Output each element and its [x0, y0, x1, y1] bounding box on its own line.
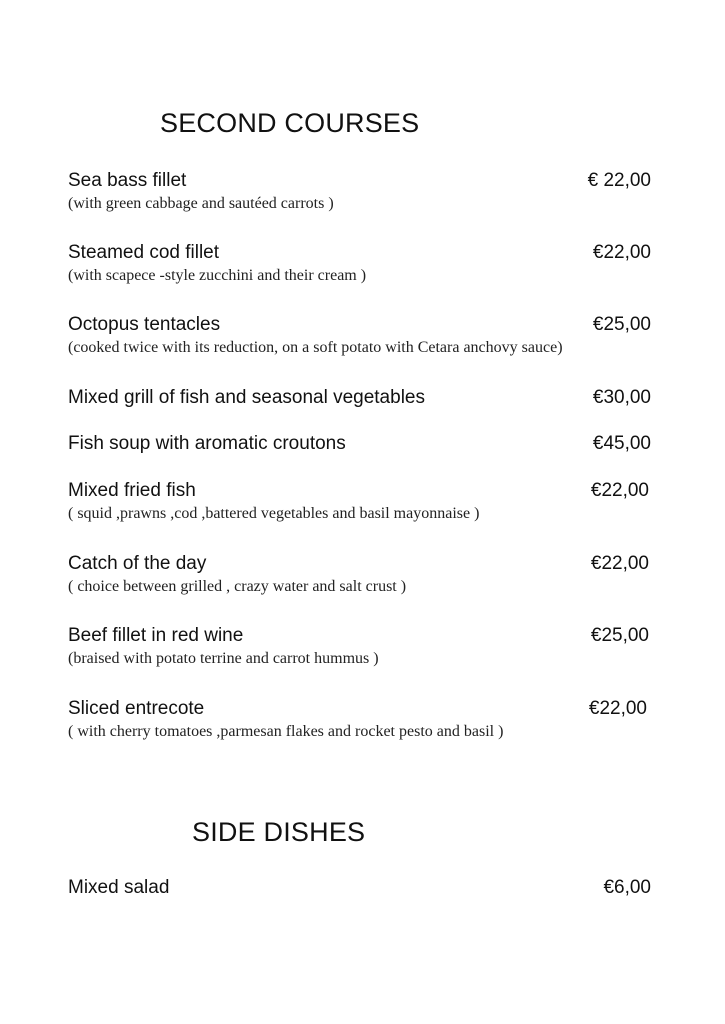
menu-item	[68, 698, 653, 740]
menu-item-name: Steamed cod fillet	[68, 242, 220, 263]
menu-item-name: Mixed salad	[68, 877, 170, 898]
menu-item-name: Octopus tentacles	[68, 314, 221, 335]
menu-item-name: Sea bass fillet	[68, 170, 187, 191]
menu-item	[68, 170, 653, 212]
menu-item	[68, 553, 653, 595]
menu-item	[68, 387, 653, 411]
menu-item-description: ( choice between grilled , crazy water and salt crust )	[68, 578, 407, 595]
menu-item-price: €22,00	[588, 698, 647, 719]
menu-item-price: € 22,00	[587, 170, 651, 191]
menu-item-description: (with scapece -style zucchini and their cream )	[68, 267, 367, 284]
menu-item	[68, 877, 653, 901]
menu-item-price: €22,00	[590, 480, 649, 501]
menu-item-description: (with green cabbage and sautéed carrots )	[68, 195, 334, 212]
menu-item-description: (cooked twice with its reduction, on a soft potato with Cetara anchovy sauce)	[68, 339, 563, 356]
menu-item-price: €6,00	[603, 877, 651, 898]
menu-item	[68, 625, 653, 667]
menu-item	[68, 480, 653, 522]
menu-item-name: Mixed grill of fish and seasonal vegetables	[68, 387, 425, 408]
menu-item-price: €25,00	[592, 314, 651, 335]
menu-item-name: Mixed fried fish	[68, 480, 196, 501]
menu-item-name: Fish soup with aromatic croutons	[68, 433, 346, 454]
menu-item-description: ( squid ,prawns ,cod ,battered vegetables and basil mayonnaise )	[68, 505, 480, 522]
menu-item-name: Beef fillet in red wine	[68, 625, 244, 646]
menu-item-price: €25,00	[590, 625, 649, 646]
menu-item-price: €22,00	[590, 553, 649, 574]
menu-item-price: €30,00	[592, 387, 651, 408]
menu-item-description: ( with cherry tomatoes ,parmesan flakes and rocket pesto and basil )	[68, 723, 504, 740]
menu-item-description: (braised with potato terrine and carrot hummus )	[68, 650, 379, 667]
second-courses-title: SECOND COURSES	[160, 108, 420, 138]
menu-item-price: €45,00	[592, 433, 651, 454]
menu-item-name: Catch of the day	[68, 553, 207, 574]
menu-item	[68, 242, 653, 284]
menu-item	[68, 433, 653, 457]
menu-item	[68, 314, 653, 356]
side-dishes-title: SIDE DISHES	[192, 817, 366, 847]
menu-item-price: €22,00	[592, 242, 651, 263]
menu-item-name: Sliced entrecote	[68, 698, 205, 719]
